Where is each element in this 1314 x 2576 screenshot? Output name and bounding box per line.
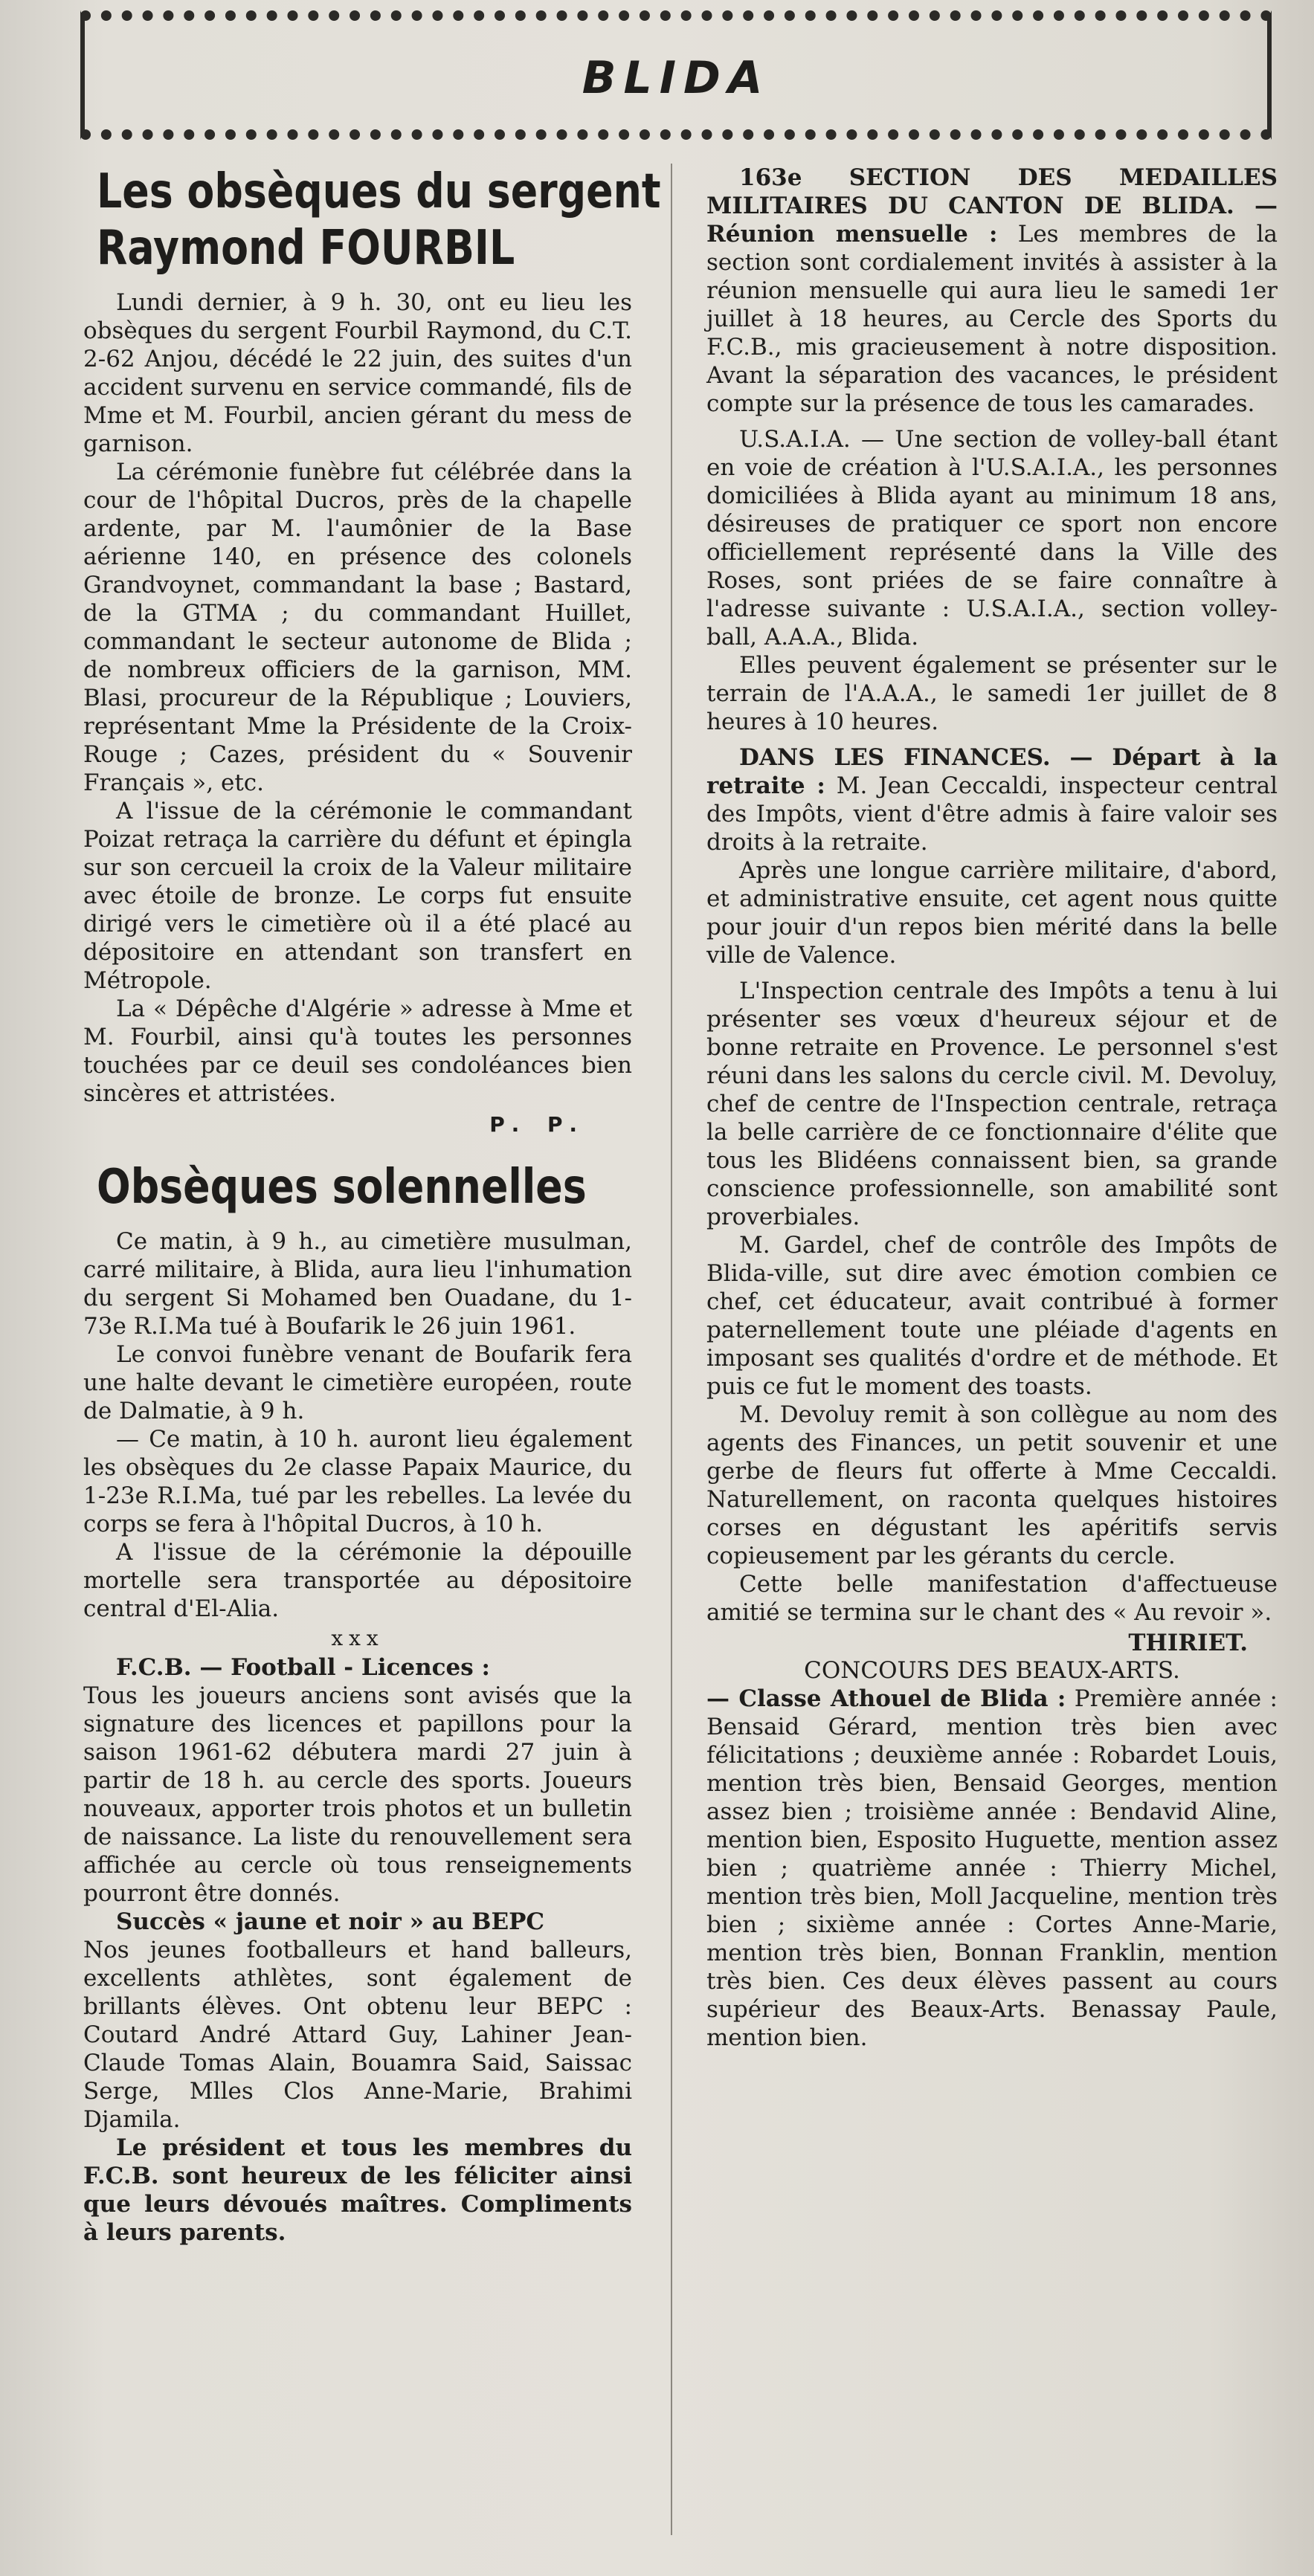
article-lead: DANS LES FINANCES. — Départ à la retraite :	[706, 744, 1278, 799]
article-concours	[706, 1656, 1278, 2052]
column-divider	[671, 164, 672, 2535]
article-text: Les membres de la section sont cordialement invités à assister à la réunion mensuelle qui aura lieu le samedi 1er juillet à 18 heures, au Cercle des Sports du F.C.B., mis gracieusement à notre disposition. Avant la séparation des vacances, le président compte sur la présence de tous les camarades.	[706, 221, 1278, 417]
article-text: M. Jean Ceccaldi, inspecteur central des Impôts, vient d'être admis à faire valoir ses droits à la retraite.	[706, 772, 1278, 856]
article-paragraph	[83, 1908, 632, 1936]
article-finances	[706, 743, 1278, 1656]
article-signature: THIRIET.	[1128, 1630, 1248, 1656]
article-signature: P. P.	[489, 1112, 587, 1137]
article-paragraph: Ce matin, à 9 h., au cimetière musulman, carré militaire, à Blida, aura lieu l'inhumation du sergent Si Mohamed ben Ouadane, du 1-73e R.I.Ma tué à Boufarik le 26 juin 1961.	[83, 1228, 632, 1340]
article-fourbil	[83, 164, 661, 1137]
right-column	[706, 164, 1278, 2052]
article-lead: — Classe Athouel de Blida :	[706, 1685, 1066, 1712]
article-paragraph: La cérémonie funèbre fut célébrée dans la cour de l'hôpital Ducros, près de la chapelle ardente, par M. l'aumônier de la Base aérienne 140, en présence des colonels Grandvoynet, commandant la base ; Bastard, de la GTMA ; du commandant Huillet, commandant le secteur autonome de Blida ; de nombreux officiers de la garnison, MM. Blasi, procureur de la République ; Louviers, représentant Mme la Présidente de la Croix-Rouge ; Cazes, président du « Souvenir Français », etc.	[83, 459, 632, 796]
article-paragraph	[83, 2134, 632, 2247]
article-fcb	[83, 1653, 632, 2247]
article-lead: 163e SECTION DES MEDAILLES MILITAIRES DU CANTON DE BLIDA. — Réunion mensuelle :	[706, 164, 1278, 248]
article-paragraph	[706, 164, 1278, 418]
article-obseques-solennelles	[83, 1159, 632, 1650]
article-paragraph: M. Gardel, chef de contrôle des Impôts de Blida-ville, sut dire avec émotion combien ce chef, cet éducateur, avait contribué à former paternellement toute une pléiade d'agents en imposant ses qualités d'ordre et de méthode. Et puis ce fut le moment des toasts.	[706, 1232, 1278, 1400]
article-paragraph: A l'issue de la cérémonie la dépouille mortelle sera transportée au dépositoire central d'El-Alia.	[83, 1539, 632, 1622]
article-paragraph: Elles peuvent également se présenter sur le terrain de l'A.A.A., le samedi 1er juillet de 8 heures à 10 heures.	[706, 652, 1278, 735]
article-paragraph: Le convoi funèbre venant de Boufarik fera une halte devant le cimetière européen, route de Dalmatie, à 9 h.	[83, 1341, 632, 1424]
left-column	[83, 164, 661, 2247]
article-paragraph: U.S.A.I.A. — Une section de volley-ball étant en voie de création à l'U.S.A.I.A., les personnes domiciliées à Blida ayant au minimum 18 ans, désireuses de pratiquer ce sport non encore officiellement représenté dans la Ville des Roses, sont priées de se faire connaître à l'adresse suivante : U.S.A.I.A., section volley-ball, A.A.A., Blida.	[706, 426, 1278, 651]
article-text: Le président et tous les membres du F.C.B. sont heureux de les féliciter ainsi que leurs dévoués maîtres. Compliments à leurs parents.	[83, 2134, 632, 2246]
article-paragraph: Lundi dernier, à 9 h. 30, ont eu lieu les obsèques du sergent Fourbil Raymond, du C.T. 2-62 Anjou, décédé le 22 juin, des suites d'un accident survenu en service commandé, fils de Mme et M. Fourbil, ancien gérant du mess de garnison.	[83, 289, 632, 457]
article-paragraph	[706, 1685, 1278, 2052]
article-text: Première année : Bensaid Gérard, mention très bien avec félicitations ; deuxième année : Robardet Louis, mention très bien, Bensaid Georges, mention assez bien ; troisième année : Bendavid Aline, mention bien, Esposito Huguette, mention assez bien ; quatrième année : Thierry Michel, mention très bien, Moll Jacqueline, mention très bien ; sixième année : Cortes Anne-Marie, mention très bien, Bonnan Franklin, mention très bien. Ces deux élèves passent au cours supérieur des Beaux-Arts. Benassay Paule, mention bien.	[706, 1685, 1278, 2051]
article-subhead: Succès « jaune et noir » au BEPC	[116, 1908, 545, 1935]
article-subhead: CONCOURS DES BEAUX-ARTS.	[804, 1657, 1180, 1684]
article-paragraph	[706, 743, 1278, 856]
article-usaia	[706, 425, 1278, 736]
article-paragraph	[83, 1653, 632, 1682]
article-lead: F.C.B. — Football - Licences :	[116, 1654, 490, 1681]
article-paragraph: La « Dépêche d'Algérie » adresse à Mme et M. Fourbil, ainsi qu'à toutes les personnes touchées par ce deuil ses condoléances bien sincères et attristées.	[83, 995, 632, 1107]
article-paragraph: — Ce matin, à 10 h. auront lieu également les obsèques du 2e classe Papaix Maurice, du 1-23e R.I.Ma, tué par les rebelles. La levée du corps se fera à l'hôpital Ducros, à 10 h.	[83, 1426, 632, 1537]
article-paragraph: A l'issue de la cérémonie le commandant Poizat retraça la carrière du défunt et épingla sur son cercueil la croix de la Valeur militaire avec étoile de bronze. Le corps fut ensuite dirigé vers le cimetière où il a été placé au dépositoire en attendant son transfert en Métropole.	[83, 798, 632, 994]
article-paragraph: Après une longue carrière militaire, d'abord, et administrative ensuite, cet agent nous quitte pour jouir d'un repos bien mérité dans la belle ville de Valence.	[706, 857, 1278, 969]
article-headline-line-1: Les obsèques du sergent	[97, 164, 661, 219]
article-headline: Obsèques solennelles	[97, 1160, 587, 1215]
section-banner	[80, 10, 1272, 140]
article-paragraph: M. Devoluy remit à son collègue au nom des agents des Finances, un petit souvenir et une gerbe de fleurs fut offerte à Mme Ceccaldi. Naturellement, on raconta quelques histoires corses en dégustant les apéritifs servis copieusement par les gérants du cercle.	[706, 1401, 1278, 1569]
separator: xxx	[331, 1626, 384, 1650]
article-paragraph: L'Inspection centrale des Impôts a tenu à lui présenter ses vœux d'heureux séjour et de bonne retraite en Provence. Le personnel s'est réuni dans les salons du cercle civil. M. Devoluy, chef de centre de l'Inspection centrale, retraça la belle carrière de ce fonctionnaire d'élite que tous les Blidéens connaissent bien, sa grande conscience professionnelle, son amabilité sont proverbiales.	[706, 978, 1278, 1230]
article-paragraph: Nos jeunes footballeurs et hand balleurs, excellents athlètes, sont également de brillants élèves. Ont obtenu leur BEPC : Coutard André Attard Guy, Lahiner Jean-Claude Tomas Alain, Bouamra Said, Saissac Serge, Mlles Clos Anne-Marie, Brahimi Djamila.	[83, 1937, 632, 2133]
article-paragraph: Cette belle manifestation d'affectueuse amitié se termina sur le chant des « Au revoir ».	[706, 1571, 1278, 1626]
article-headline-line-2: Raymond FOURBIL	[97, 221, 515, 276]
article-paragraph: Tous les joueurs anciens sont avisés que la signature des licences et papillons pour la saison 1961-62 débutera mardi 27 juin à partir de 18 h. au cercle des sports. Joueurs nouveaux, apporter trois photos et un bulletin de naissance. La liste du renouvellement sera affichée au cercle où tous renseignements pourront être donnés.	[83, 1682, 632, 1907]
article-medailles	[706, 164, 1278, 418]
section-title: BLIDA	[582, 52, 770, 104]
